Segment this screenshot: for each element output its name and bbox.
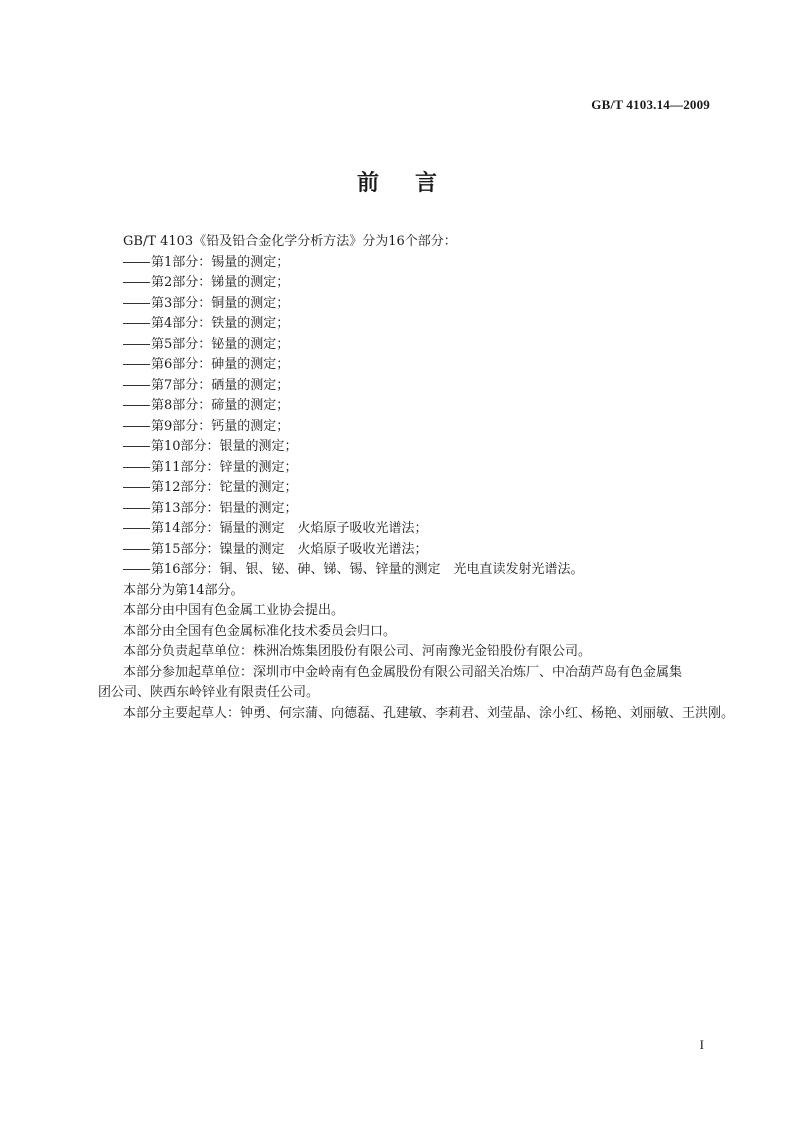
list-item: 第8部分：碲量的测定； (123, 396, 703, 417)
dash-mark (123, 467, 150, 468)
dash-mark (123, 323, 150, 324)
list-item: 第4部分：铁量的测定； (123, 314, 703, 335)
page-number: I (699, 1037, 704, 1052)
page-title: 前言 (356, 171, 473, 196)
dash-mark (123, 303, 150, 304)
dash-mark (123, 385, 150, 386)
dash-mark (123, 487, 150, 488)
standard-number-header: GB/T 4103.14—2009 (591, 97, 710, 112)
dash-mark (123, 282, 150, 283)
parts-list (123, 253, 703, 581)
dash-mark (123, 364, 150, 365)
dash-mark (123, 446, 150, 447)
list-item: 第15部分：镍量的测定 火焰原子吸收光谱法； (123, 540, 703, 561)
list-item: 第9部分：钙量的测定； (123, 417, 703, 438)
main-drafting-units-statement: 本部分负责起草单位：株洲冶炼集团股份有限公司、河南豫光金铅股份有限公司。 (123, 644, 592, 659)
intro-line: GB/T 4103《铅及铅合金化学分析方法》分为16个部分： (123, 234, 457, 249)
list-item: 第16部分：铜、银、铋、砷、锑、锡、锌量的测定 光电直读发射光谱法。 (123, 560, 703, 581)
centralized-by-statement: 本部分由全国有色金属标准化技术委员会归口。 (123, 623, 397, 639)
dash-mark (123, 426, 150, 427)
list-item: 第14部分：镉量的测定 火焰原子吸收光谱法； (123, 519, 703, 540)
dash-mark (123, 528, 150, 529)
list-item: 第12部分：铊量的测定； (123, 478, 703, 499)
list-item: 第3部分：铜量的测定； (123, 294, 703, 315)
list-item: 第13部分：铝量的测定； (123, 499, 703, 520)
list-item: 第11部分：锌量的测定； (123, 458, 703, 479)
list-item: 第1部分：锡量的测定； (123, 253, 703, 274)
participating-units-line-1: 本部分参加起草单位：深圳市中金岭南有色金属股份有限公司韶关冶炼厂、中冶葫芦岛有色金属集 (123, 664, 683, 680)
list-item: 第2部分：锑量的测定； (123, 273, 703, 294)
participating-units-statement (98, 663, 703, 704)
dash-mark (123, 405, 150, 406)
list-item: 第5部分：铋量的测定； (123, 335, 703, 356)
dash-mark (123, 549, 150, 550)
dash-mark (123, 508, 150, 509)
foreword-body (98, 232, 735, 724)
dash-mark (123, 569, 150, 570)
list-item: 第7部分：硒量的测定； (123, 376, 703, 397)
list-item: 第10部分：银量的测定； (123, 437, 703, 458)
dash-mark (123, 344, 150, 345)
this-part-statement: 本部分为第14部分。 (123, 582, 244, 598)
dash-mark (123, 262, 150, 263)
main-drafters-statement: 本部分主要起草人：钟勇、何宗蒲、向德磊、孔建敏、李莉君、刘莹晶、涂小红、杨艳、刘丽敏、王洪刚。 (123, 705, 735, 721)
list-item: 第6部分：砷量的测定； (123, 355, 703, 376)
proposed-by-statement: 本部分由中国有色金属工业协会提出。 (123, 603, 345, 618)
participating-units-line-2: 团公司、陕西东岭锌业有限责任公司。 (98, 685, 320, 700)
